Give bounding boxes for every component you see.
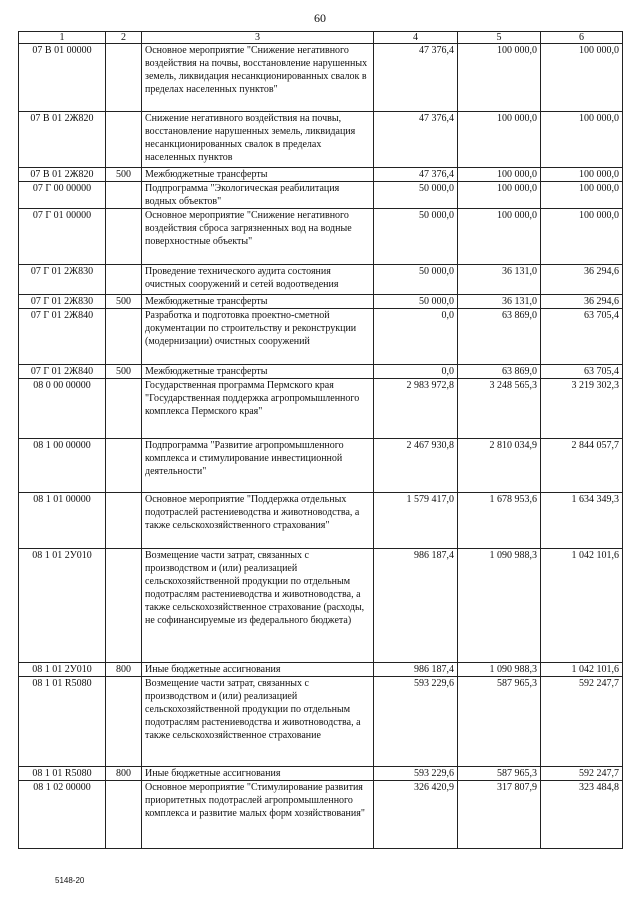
row-expense-type: 800 xyxy=(106,767,142,781)
row-code: 08 1 01 R5080 xyxy=(19,677,106,767)
row-value-col6: 100 000,0 xyxy=(541,44,623,112)
column-header: 2 xyxy=(106,32,142,44)
row-value-col4: 50 000,0 xyxy=(374,265,458,295)
table-row xyxy=(19,439,623,493)
row-expense-type xyxy=(106,182,142,209)
row-value-col4: 0,0 xyxy=(374,309,458,365)
row-value-col4: 986 187,4 xyxy=(374,549,458,663)
row-expense-type xyxy=(106,493,142,549)
table-row xyxy=(19,767,623,781)
row-value-col5: 63 869,0 xyxy=(458,365,541,379)
row-name: Возмещение части затрат, связанных с производством и (или) реализацией сельскохозяйственной продукции по отдельным подотраслям растениеводства и животноводства, а также сельскохозяйственное страхование xyxy=(142,677,374,767)
row-name: Межбюджетные трансферты xyxy=(142,168,374,182)
row-value-col6: 63 705,4 xyxy=(541,309,623,365)
table-row xyxy=(19,379,623,439)
row-name: Подпрограмма "Экологическая реабилитация водных объектов" xyxy=(142,182,374,209)
row-value-col5: 1 090 988,3 xyxy=(458,663,541,677)
row-expense-type: 500 xyxy=(106,168,142,182)
row-value-col6: 36 294,6 xyxy=(541,265,623,295)
row-value-col6: 592 247,7 xyxy=(541,677,623,767)
row-value-col6: 1 634 349,3 xyxy=(541,493,623,549)
row-code: 07 Г 01 2Ж840 xyxy=(19,365,106,379)
row-code: 08 1 01 00000 xyxy=(19,493,106,549)
budget-table xyxy=(18,31,623,849)
row-expense-type xyxy=(106,309,142,365)
table-row xyxy=(19,549,623,663)
row-value-col4: 326 420,9 xyxy=(374,781,458,849)
row-code: 07 Г 00 00000 xyxy=(19,182,106,209)
table-row xyxy=(19,781,623,849)
table-row xyxy=(19,295,623,309)
row-code: 08 1 01 2У010 xyxy=(19,663,106,677)
document-code: 5148-20 xyxy=(55,876,85,885)
column-header: 6 xyxy=(541,32,623,44)
row-expense-type xyxy=(106,379,142,439)
row-value-col4: 50 000,0 xyxy=(374,209,458,265)
row-value-col5: 100 000,0 xyxy=(458,44,541,112)
row-value-col6: 100 000,0 xyxy=(541,112,623,168)
row-name: Государственная программа Пермского края "Государственная поддержка агропромышленного комплекса Пермского края" xyxy=(142,379,374,439)
row-value-col6: 592 247,7 xyxy=(541,767,623,781)
row-expense-type: 800 xyxy=(106,663,142,677)
row-code: 08 0 00 00000 xyxy=(19,379,106,439)
row-value-col6: 63 705,4 xyxy=(541,365,623,379)
row-code: 07 Г 01 2Ж830 xyxy=(19,265,106,295)
table-row xyxy=(19,677,623,767)
row-name: Основное мероприятие "Стимулирование развития приоритетных подотраслей агропромышленного комплекса и развитие малых форм хозяйствования" xyxy=(142,781,374,849)
row-value-col6: 323 484,8 xyxy=(541,781,623,849)
row-name: Межбюджетные трансферты xyxy=(142,365,374,379)
row-value-col5: 36 131,0 xyxy=(458,295,541,309)
row-value-col6: 3 219 302,3 xyxy=(541,379,623,439)
row-value-col6: 36 294,6 xyxy=(541,295,623,309)
row-value-col6: 100 000,0 xyxy=(541,168,623,182)
row-code: 07 Г 01 2Ж830 xyxy=(19,295,106,309)
row-value-col6: 1 042 101,6 xyxy=(541,549,623,663)
column-header: 1 xyxy=(19,32,106,44)
row-value-col5: 1 090 988,3 xyxy=(458,549,541,663)
row-value-col5: 100 000,0 xyxy=(458,112,541,168)
table-row xyxy=(19,663,623,677)
row-value-col4: 986 187,4 xyxy=(374,663,458,677)
row-expense-type xyxy=(106,112,142,168)
row-value-col4: 2 467 930,8 xyxy=(374,439,458,493)
row-value-col5: 317 807,9 xyxy=(458,781,541,849)
row-value-col4: 47 376,4 xyxy=(374,168,458,182)
row-value-col4: 593 229,6 xyxy=(374,767,458,781)
row-expense-type: 500 xyxy=(106,295,142,309)
row-value-col4: 47 376,4 xyxy=(374,44,458,112)
row-name: Подпрограмма "Развитие агропромышленного комплекса и стимулирование инвестиционной деятельности" xyxy=(142,439,374,493)
row-value-col5: 587 965,3 xyxy=(458,677,541,767)
row-code: 08 1 01 2У010 xyxy=(19,549,106,663)
row-name: Основное мероприятие "Поддержка отдельных подотраслей растениеводства и животноводства, а также сельскохозяйственного страхования" xyxy=(142,493,374,549)
row-value-col6: 100 000,0 xyxy=(541,209,623,265)
row-value-col4: 2 983 972,8 xyxy=(374,379,458,439)
page-number: 60 xyxy=(314,11,326,25)
table-row xyxy=(19,44,623,112)
table-row xyxy=(19,182,623,209)
column-header: 3 xyxy=(142,32,374,44)
row-code: 08 1 01 R5080 xyxy=(19,767,106,781)
row-value-col4: 47 376,4 xyxy=(374,112,458,168)
column-header: 4 xyxy=(374,32,458,44)
row-expense-type xyxy=(106,677,142,767)
row-value-col6: 100 000,0 xyxy=(541,182,623,209)
row-name: Снижение негативного воздействия на почвы, восстановление нарушенных земель, ликвидация несанкционированных свалок в пределах населенных пунктов xyxy=(142,112,374,168)
row-code: 07 В 01 2Ж820 xyxy=(19,112,106,168)
row-name: Межбюджетные трансферты xyxy=(142,295,374,309)
row-value-col5: 63 869,0 xyxy=(458,309,541,365)
row-expense-type xyxy=(106,439,142,493)
table-row xyxy=(19,365,623,379)
row-value-col4: 0,0 xyxy=(374,365,458,379)
row-expense-type: 500 xyxy=(106,365,142,379)
column-header: 5 xyxy=(458,32,541,44)
row-name: Иные бюджетные ассигнования xyxy=(142,663,374,677)
row-code: 07 В 01 00000 xyxy=(19,44,106,112)
row-value-col5: 36 131,0 xyxy=(458,265,541,295)
row-name: Иные бюджетные ассигнования xyxy=(142,767,374,781)
table-row xyxy=(19,309,623,365)
row-expense-type xyxy=(106,209,142,265)
row-expense-type xyxy=(106,265,142,295)
row-value-col4: 1 579 417,0 xyxy=(374,493,458,549)
header-row xyxy=(19,32,623,44)
row-value-col5: 100 000,0 xyxy=(458,182,541,209)
row-value-col4: 593 229,6 xyxy=(374,677,458,767)
row-value-col5: 100 000,0 xyxy=(458,209,541,265)
row-value-col5: 1 678 953,6 xyxy=(458,493,541,549)
row-name: Основное мероприятие "Снижение негативного воздействия на почвы, восстановление нарушенных земель, ликвидация несанкционированных свалок в пределах населенных пунктов" xyxy=(142,44,374,112)
row-expense-type xyxy=(106,781,142,849)
row-value-col6: 1 042 101,6 xyxy=(541,663,623,677)
row-value-col6: 2 844 057,7 xyxy=(541,439,623,493)
row-name: Разработка и подготовка проектно-сметной документации по строительству и реконструкции (модернизации) очистных сооружений xyxy=(142,309,374,365)
row-value-col5: 2 810 034,9 xyxy=(458,439,541,493)
row-expense-type xyxy=(106,549,142,663)
row-value-col5: 587 965,3 xyxy=(458,767,541,781)
row-code: 07 В 01 2Ж820 xyxy=(19,168,106,182)
table-row xyxy=(19,493,623,549)
row-value-col4: 50 000,0 xyxy=(374,182,458,209)
row-code: 08 1 02 00000 xyxy=(19,781,106,849)
table-row xyxy=(19,168,623,182)
row-expense-type xyxy=(106,44,142,112)
row-code: 07 Г 01 00000 xyxy=(19,209,106,265)
table-row xyxy=(19,209,623,265)
row-code: 07 Г 01 2Ж840 xyxy=(19,309,106,365)
row-value-col5: 3 248 565,3 xyxy=(458,379,541,439)
row-name: Возмещение части затрат, связанных с производством и (или) реализацией сельскохозяйственной продукции по отдельным подотраслям растениеводства и животноводства, а также сельскохозяйственное страхование (расходы, не софинансируемые из федерального бюджета) xyxy=(142,549,374,663)
row-value-col5: 100 000,0 xyxy=(458,168,541,182)
row-code: 08 1 00 00000 xyxy=(19,439,106,493)
row-name: Основное мероприятие "Снижение негативного воздействия сброса загрязненных вод на водные поверхностные объекты" xyxy=(142,209,374,265)
row-value-col4: 50 000,0 xyxy=(374,295,458,309)
table-row xyxy=(19,265,623,295)
row-name: Проведение технического аудита состояния очистных сооружений и сетей водоотведения xyxy=(142,265,374,295)
table-row xyxy=(19,112,623,168)
